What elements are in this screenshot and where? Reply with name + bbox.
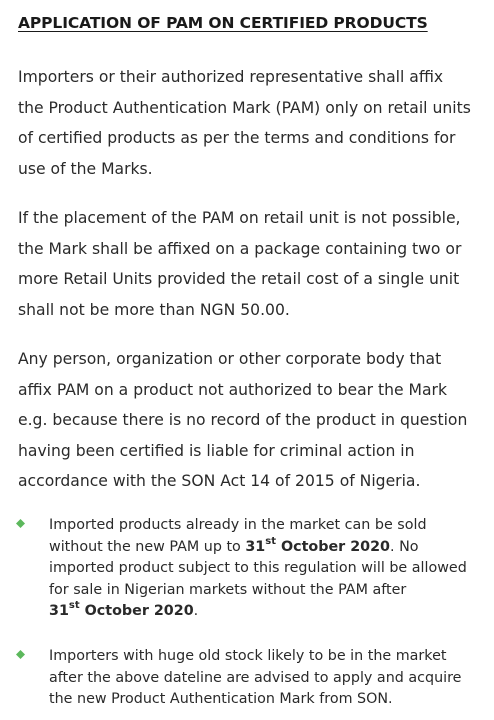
paragraph-line: the Mark shall be affixed on a package containing two or [18, 239, 462, 258]
bullet-line: Imported products already in the market can be sold [49, 517, 427, 533]
bullet-line: imported product subject to this regulation will be allowed [49, 560, 467, 576]
paragraph-line: affix PAM on a product not authorized to bear the Mark [18, 380, 448, 399]
paragraph-line: If the placement of the PAM on retail unit is not possible, [18, 209, 461, 227]
paragraph-line: Importers or their authorized representative shall affix [18, 68, 444, 86]
date-emphasis [49, 600, 194, 619]
bullet-line: Importers with huge old stock likely to be in the market [49, 648, 447, 664]
paragraph-line: of certified products as per the terms and conditions for [18, 129, 456, 147]
date-emphasis [245, 535, 390, 555]
paragraph-line: more Retail Units provided the retail cost of a single unit [18, 270, 460, 288]
date-day: 31 [49, 603, 69, 619]
bullet-line: after the above dateline are advised to apply and acquire [49, 669, 462, 686]
date-month-year: October 2020 [79, 603, 194, 619]
date-month-year: October 2020 [275, 538, 390, 555]
bullet-line [49, 601, 489, 623]
bullet-text [49, 515, 489, 623]
date-ordinal: st [68, 600, 80, 612]
paragraph-line: use of the Marks. [18, 159, 153, 178]
bullet-line [49, 537, 489, 559]
date-ordinal: st [265, 535, 276, 547]
date-day: 31 [245, 538, 266, 555]
paragraph-line: Any person, organization or other corporate body that [18, 350, 442, 368]
bullet-text-segment: . [193, 603, 199, 619]
bullet-text-segment: . No [390, 538, 419, 555]
bullet-line: the new Product Authentication Mark from SON. [49, 691, 393, 707]
paragraph-line: shall not be more than NGN 50.00. [18, 300, 290, 319]
section-heading: APPLICATION OF PAM ON CERTIFIED PRODUCTS [18, 14, 428, 32]
bullet-text-segment: without the new PAM up to [49, 538, 246, 555]
paragraph-pam-affix [18, 62, 480, 184]
paragraph-criminal-action [18, 344, 480, 497]
diamond-bullet-icon [16, 519, 25, 528]
paragraph-line: having been certified is liable for criminal action in [18, 441, 415, 460]
bullet-text [49, 646, 489, 711]
paragraph-line: the Product Authentication Mark (PAM) only on retail units [18, 98, 471, 117]
paragraph-line: accordance with the SON Act 14 of 2015 of Nigeria. [18, 472, 421, 490]
bullet-line: for sale in Nigerian markets without the PAM after [49, 581, 407, 598]
paragraph-line: e.g. because there is no record of the product in question [18, 411, 468, 429]
paragraph-package-placement [18, 203, 480, 325]
diamond-bullet-icon [16, 650, 25, 659]
